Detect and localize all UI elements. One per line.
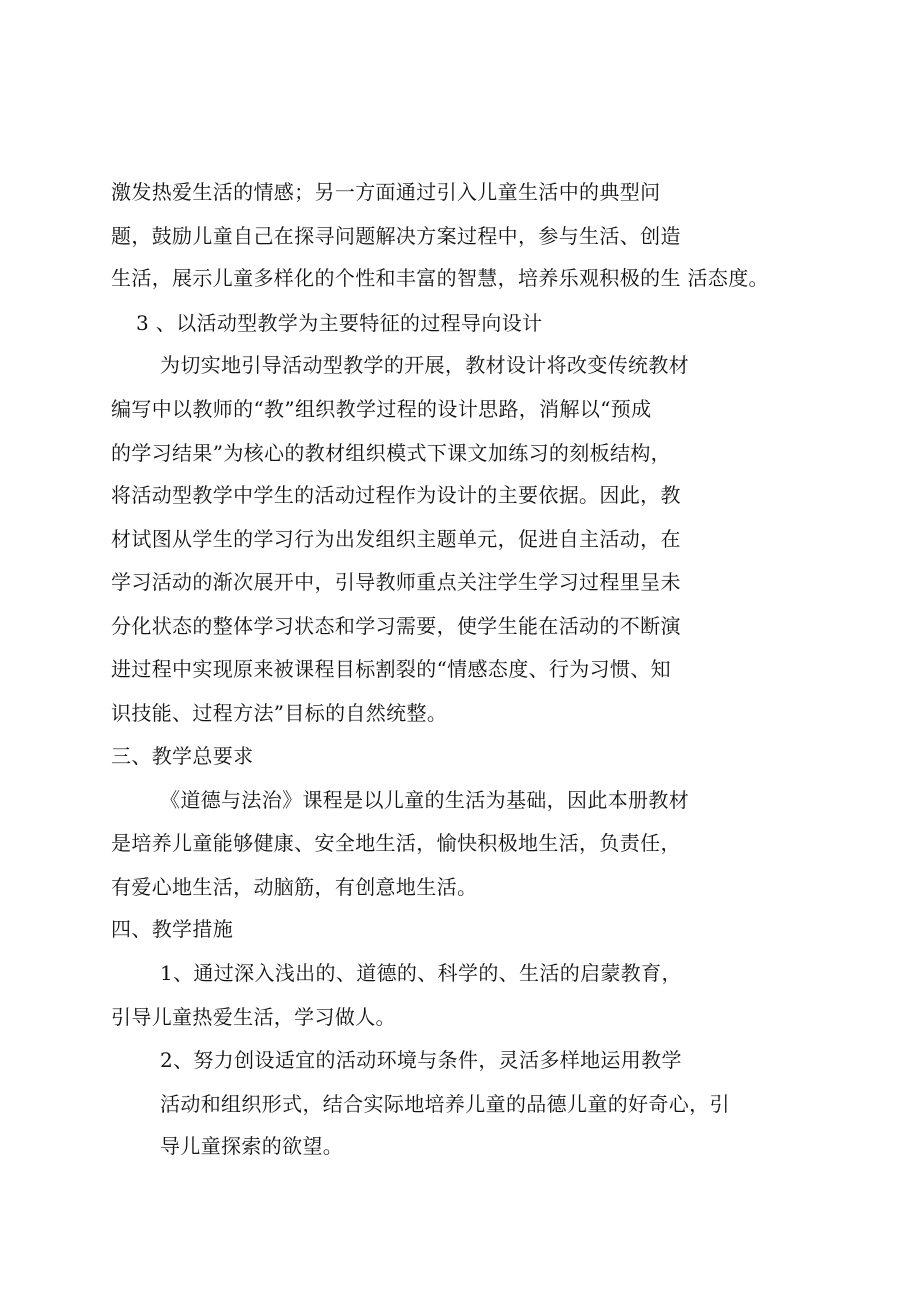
- text-line: 激发热爱生活的情感；另一方面通过引入儿童生活中的典型问: [111, 180, 661, 204]
- text-line: 是培养儿童能够健康、安全地生活，愉快积极地生活，负责任，: [111, 831, 681, 855]
- text-line: 2、努力创设适宜的活动环境与条件，灵活多样地运用教学: [160, 1048, 682, 1072]
- text-line: 生活，展示儿童多样化的个性和丰富的智慧，培养乐观积极的生 活态度。: [111, 266, 769, 290]
- text-line: 1、通过深入浅出的、道德的、科学的、生活的启蒙教育，: [160, 961, 682, 985]
- text-line: 分化状态的整体学习状态和学习需要，使学生能在活动的不断演: [111, 614, 681, 638]
- text-line: 学习活动的渐次展开中，引导教师重点关注学生学习过程里呈未: [111, 570, 681, 594]
- text-line: 进过程中实现原来被课程目标割裂的“情感态度、行为习惯、知: [111, 657, 672, 681]
- text-line: 《道德与法治》课程是以儿童的生活为基础，因此本册教材: [160, 788, 690, 812]
- section-heading: 四、教学措施: [111, 917, 234, 941]
- text-line: 引导儿童热爱生活，学习做人。: [111, 1005, 396, 1029]
- text-line: 为切实地引导活动型教学的开展，教材设计将改变传统教材: [160, 353, 690, 377]
- text-line: 活动和组织形式，结合实际地培养儿童的品德儿童的好奇心，引: [160, 1092, 730, 1116]
- section-heading: 三、教学总要求: [111, 744, 254, 768]
- text-line: 有爱心地生活，动脑筋，有创意地生活。: [111, 875, 478, 899]
- text-line: 将活动型教学中学生的活动过程作为设计的主要依据。因此，教: [111, 483, 681, 507]
- text-line: 的学习结果”为核心的教材组织模式下课文加练习的刻板结构，: [111, 441, 672, 465]
- text-line: 识技能、过程方法”目标的自然统整。: [111, 701, 448, 725]
- section-heading: 3 、以活动型教学为主要特征的过程导向设计: [136, 311, 543, 335]
- text-line: 编写中以教师的“教”组织教学过程的设计思路，消解以“预成: [111, 397, 652, 421]
- text-line: 导儿童探索的欲望。: [160, 1134, 344, 1158]
- text-line: 题，鼓励儿童自己在探寻问题解决方案过程中，参与生活、创造: [111, 224, 681, 248]
- text-line: 材试图从学生的学习行为出发组织主题单元，促进自主活动，在: [111, 527, 681, 551]
